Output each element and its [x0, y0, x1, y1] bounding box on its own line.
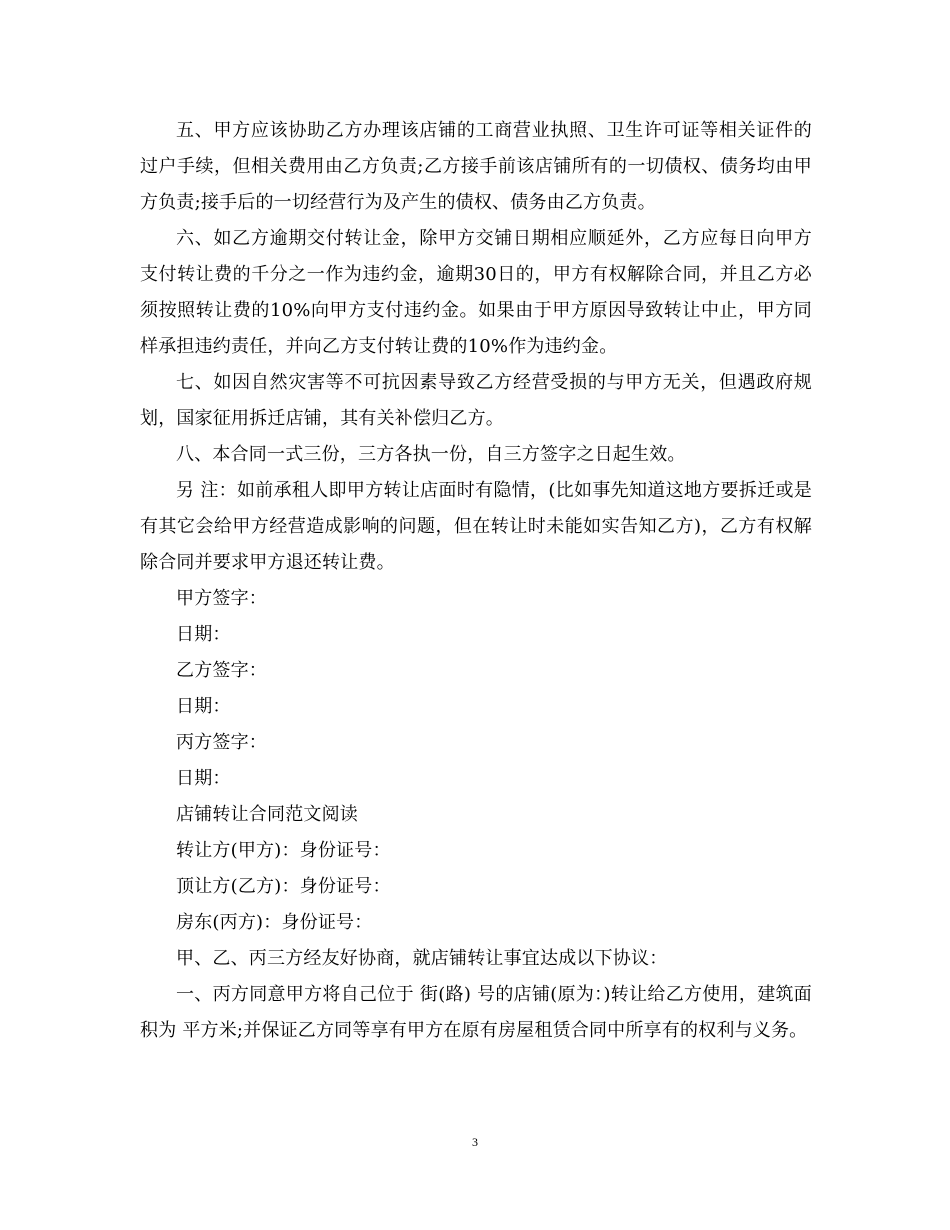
document-body — [140, 113, 812, 1049]
transferor-line: 转让方(甲方)：身份证号： — [176, 840, 391, 861]
page-number: 3 — [472, 1135, 478, 1149]
transferee-line: 顶让方(乙方)：身份证号： — [176, 876, 391, 897]
landlord-line: 房东(丙方)：身份证号： — [176, 912, 373, 933]
party-b-date: 日期： — [176, 696, 231, 717]
party-c-signature: 丙方签字： — [176, 732, 267, 753]
party-b-signature: 乙方签字： — [176, 660, 267, 681]
clause-seven: 七、如因自然灾害等不可抗因素导致乙方经营受损的与甲方无关，但遇政府规划，国家征用拆迁店铺，其有关补偿归乙方。 — [140, 372, 812, 429]
clause-six: 六、如乙方逾期交付转让金，除甲方交铺日期相应顺延外，乙方应每日向甲方支付转让费的千分之一作为违约金，逾期30日的，甲方有权解除合同，并且乙方必须按照转让费的10%向甲方支付违约金。如果由于甲方原因导致转让中止，甲方同样承担违约责任，并向乙方支付转让费的10%作为违约金。 — [140, 228, 812, 357]
section-heading: 店铺转让合同范文阅读 — [176, 804, 358, 825]
party-a-signature: 甲方签字： — [176, 588, 267, 609]
party-c-date: 日期： — [176, 768, 231, 789]
agreement-intro: 甲、乙、丙三方经友好协商，就店铺转让事宜达成以下协议： — [176, 948, 668, 969]
party-a-date: 日期： — [176, 624, 231, 645]
clause-eight: 八、本合同一式三份，三方各执一份，自三方签字之日起生效。 — [176, 444, 686, 465]
clause-one: 一、丙方同意甲方将自己位于 街(路) 号的店铺(原为：)转让给乙方使用，建筑面积为 平方米;并保证乙方同等享有甲方在原有房屋租赁合同中所享有的权利与义务。 — [140, 984, 812, 1041]
note-paragraph: 另 注：如前承租人即甲方转让店面时有隐情，(比如事先知道这地方要拆迁或是有其它会给甲方经营造成影响的问题，但在转让时未能如实告知乙方)，乙方有权解除合同并要求甲方退还转让费。 — [140, 480, 812, 573]
clause-five: 五、甲方应该协助乙方办理该店铺的工商营业执照、卫生许可证等相关证件的过户手续，但相关费用由乙方负责;乙方接手前该店铺所有的一切债权、债务均由甲方负责;接手后的一切经营行为及产生的债权、债务由乙方负责。 — [140, 120, 812, 213]
